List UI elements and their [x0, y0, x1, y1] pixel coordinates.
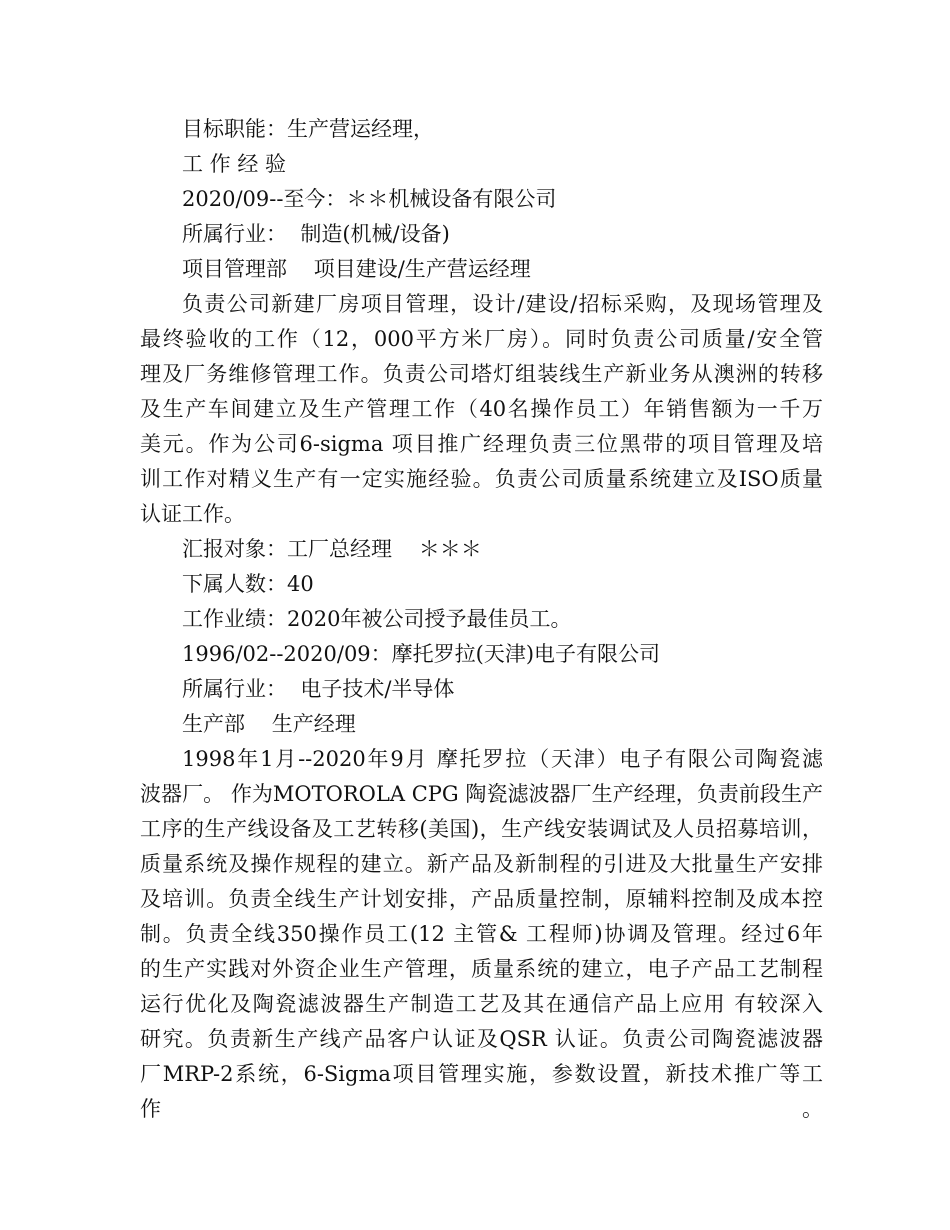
text-line: 理及厂务维修管理工作。负责公司塔灯组装线生产新业务从澳洲的转移	[140, 362, 823, 386]
text-line: 汇报对象：工厂总经理 ＊＊＊	[182, 537, 482, 561]
text-line: 最终验收的工作（12，000平方米厂房）。同时负责公司质量/安全管	[140, 327, 823, 351]
text-line: 工作业绩：2020年被公司授予最佳员工。	[182, 607, 572, 631]
text-line: 负责公司新建厂房项目管理，设计/建设/招标采购，及现场管理及	[182, 292, 823, 316]
text-line: 所属行业： 电子技术/半导体	[182, 677, 455, 701]
text-line: 工序的生产线设备及工艺转移(美国)，生产线安装调试及人员招募培训，	[140, 817, 823, 841]
text-line: 认证工作。	[140, 502, 245, 526]
text-line: 质量系统及操作规程的建立。新产品及新制程的引进及大批量生产安排	[140, 852, 823, 876]
text-line: 运行优化及陶瓷滤波器生产制造工艺及其在通信产品上应用 有较深入	[140, 992, 823, 1016]
text-line: 下属人数：40	[182, 572, 314, 596]
text-line: 1996/02--2020/09：摩托罗拉(天津)电子有限公司	[182, 642, 661, 666]
text-line: 波器厂。 作为MOTOROLA CPG 陶瓷滤波器厂生产经理，负责前段生产	[140, 782, 823, 806]
text-line: 厂MRP-2系统，6-Sigma项目管理实施，参数设置，新技术推广等工作。	[140, 1062, 823, 1121]
text-line: 训工作对精义生产有一定实施经验。负责公司质量系统建立及ISO质量	[140, 467, 823, 491]
text-line: 及生产车间建立及生产管理工作（40名操作员工）年销售额为一千万	[140, 397, 823, 421]
text-line: 所属行业： 制造(机械/设备)	[182, 222, 450, 246]
text-line: 工 作 经 验	[182, 152, 287, 176]
text-line: 美元。作为公司6-sigma 项目推广经理负责三位黑带的项目管理及培	[140, 432, 823, 456]
text-line: 的生产实践对外资企业生产管理，质量系统的建立，电子产品工艺制程	[140, 957, 823, 981]
document-body	[140, 112, 823, 1121]
text-line: 生产部 生产经理	[182, 712, 356, 736]
text-line: 目标职能：生产营运经理，	[182, 117, 434, 141]
text-line: 研究。负责新生产线产品客户认证及QSR 认证。负责公司陶瓷滤波器	[140, 1027, 823, 1051]
text-line: 项目管理部 项目建设/生产营运经理	[182, 257, 531, 281]
text-line: 1998年1月--2020年9月 摩托罗拉（天津）电子有限公司陶瓷滤	[182, 747, 823, 771]
text-line: 及培训。负责全线生产计划安排，产品质量控制，原辅料控制及成本控	[140, 887, 823, 911]
text-line: 2020/09--至今：＊＊机械设备有限公司	[182, 187, 557, 211]
text-line: 制。负责全线350操作员工(12 主管& 工程师)协调及管理。经过6年	[140, 922, 823, 946]
